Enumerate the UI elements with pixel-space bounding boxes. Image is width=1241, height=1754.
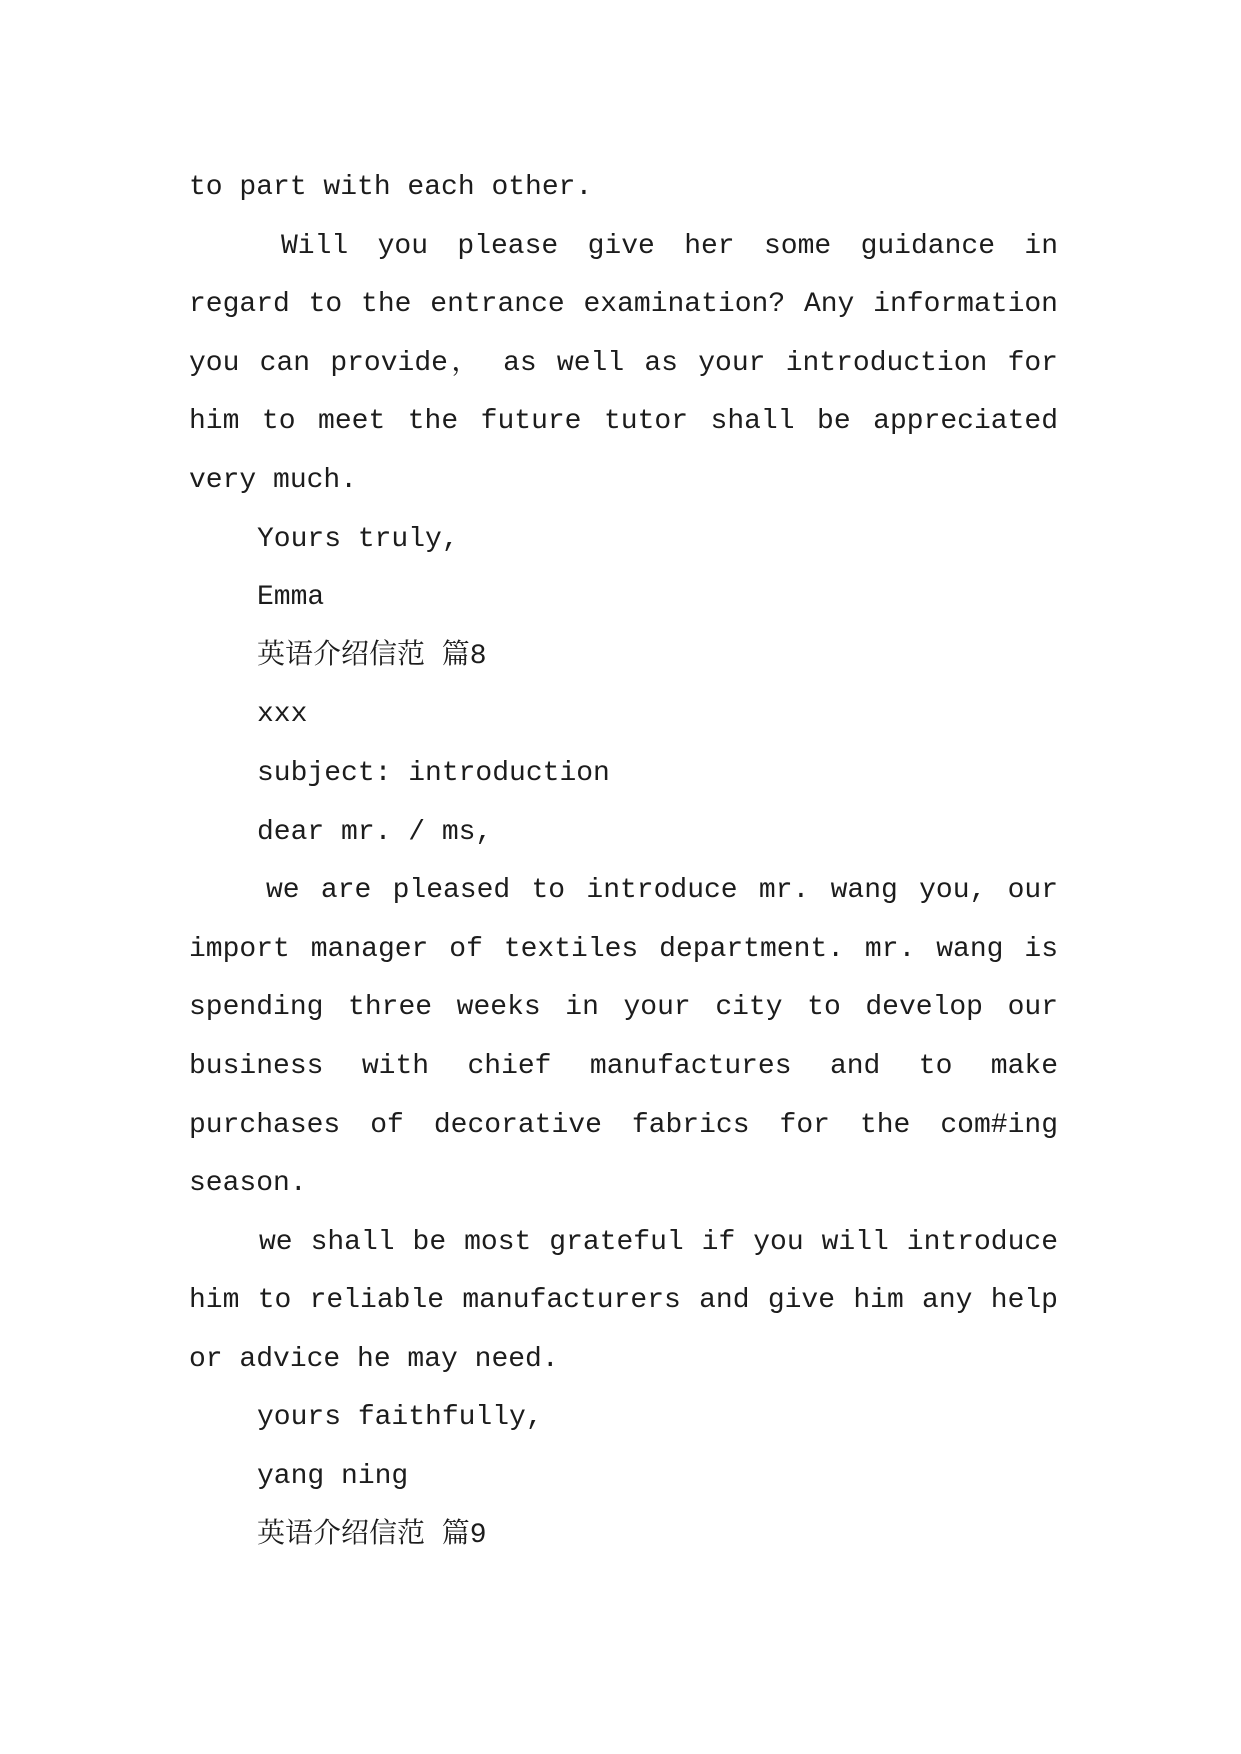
- paragraph-line: very much.: [189, 464, 358, 496]
- paragraph-line: business with chief manufactures and to make: [189, 1050, 1058, 1082]
- paragraph-line: you can provide， as well as your introduction for: [189, 347, 1058, 379]
- paragraph-line: Will you please give her some guidance in: [281, 230, 1058, 262]
- salutation: dear mr. / ms,: [257, 816, 493, 848]
- request-paragraph: [189, 218, 1058, 511]
- paragraph-line: to part with each other.: [189, 172, 593, 203]
- subject-line: subject: introduction: [257, 757, 610, 789]
- paragraph-line: him to meet the future tutor shall be appreciated: [189, 406, 1058, 438]
- signature: Emma: [257, 582, 325, 614]
- paragraph-line: we shall be most grateful if you will introduce: [259, 1226, 1058, 1258]
- body-paragraph-2: [189, 1214, 1058, 1390]
- paragraph-line: we are pleased to introduce mr. wang you, our: [266, 875, 1058, 907]
- paragraph-line: him to reliable manufacturers and give him any help: [189, 1285, 1058, 1317]
- section-heading: 英语介绍信范 篇9: [257, 1519, 487, 1551]
- paragraph-line: spending three weeks in your city to develop our: [189, 992, 1058, 1024]
- sign-off: Yours truly,: [257, 523, 459, 555]
- paragraph-line: or advice he may need.: [189, 1343, 559, 1375]
- section-heading: 英语介绍信范 篇8: [257, 640, 487, 672]
- sign-off: yours faithfully,: [257, 1402, 543, 1434]
- signature: yang ning: [257, 1461, 409, 1493]
- paragraph-line: season.: [189, 1168, 307, 1200]
- paragraph-line: regard to the entrance examination? Any information: [189, 289, 1058, 321]
- sender-line: xxx: [257, 699, 308, 731]
- paragraph-line: import manager of textiles department. mr. wang is: [189, 933, 1058, 965]
- body-paragraph-1: [189, 862, 1058, 1214]
- document-body: [189, 159, 1058, 1565]
- paragraph-line: purchases of decorative fabrics for the com#ing: [189, 1109, 1058, 1141]
